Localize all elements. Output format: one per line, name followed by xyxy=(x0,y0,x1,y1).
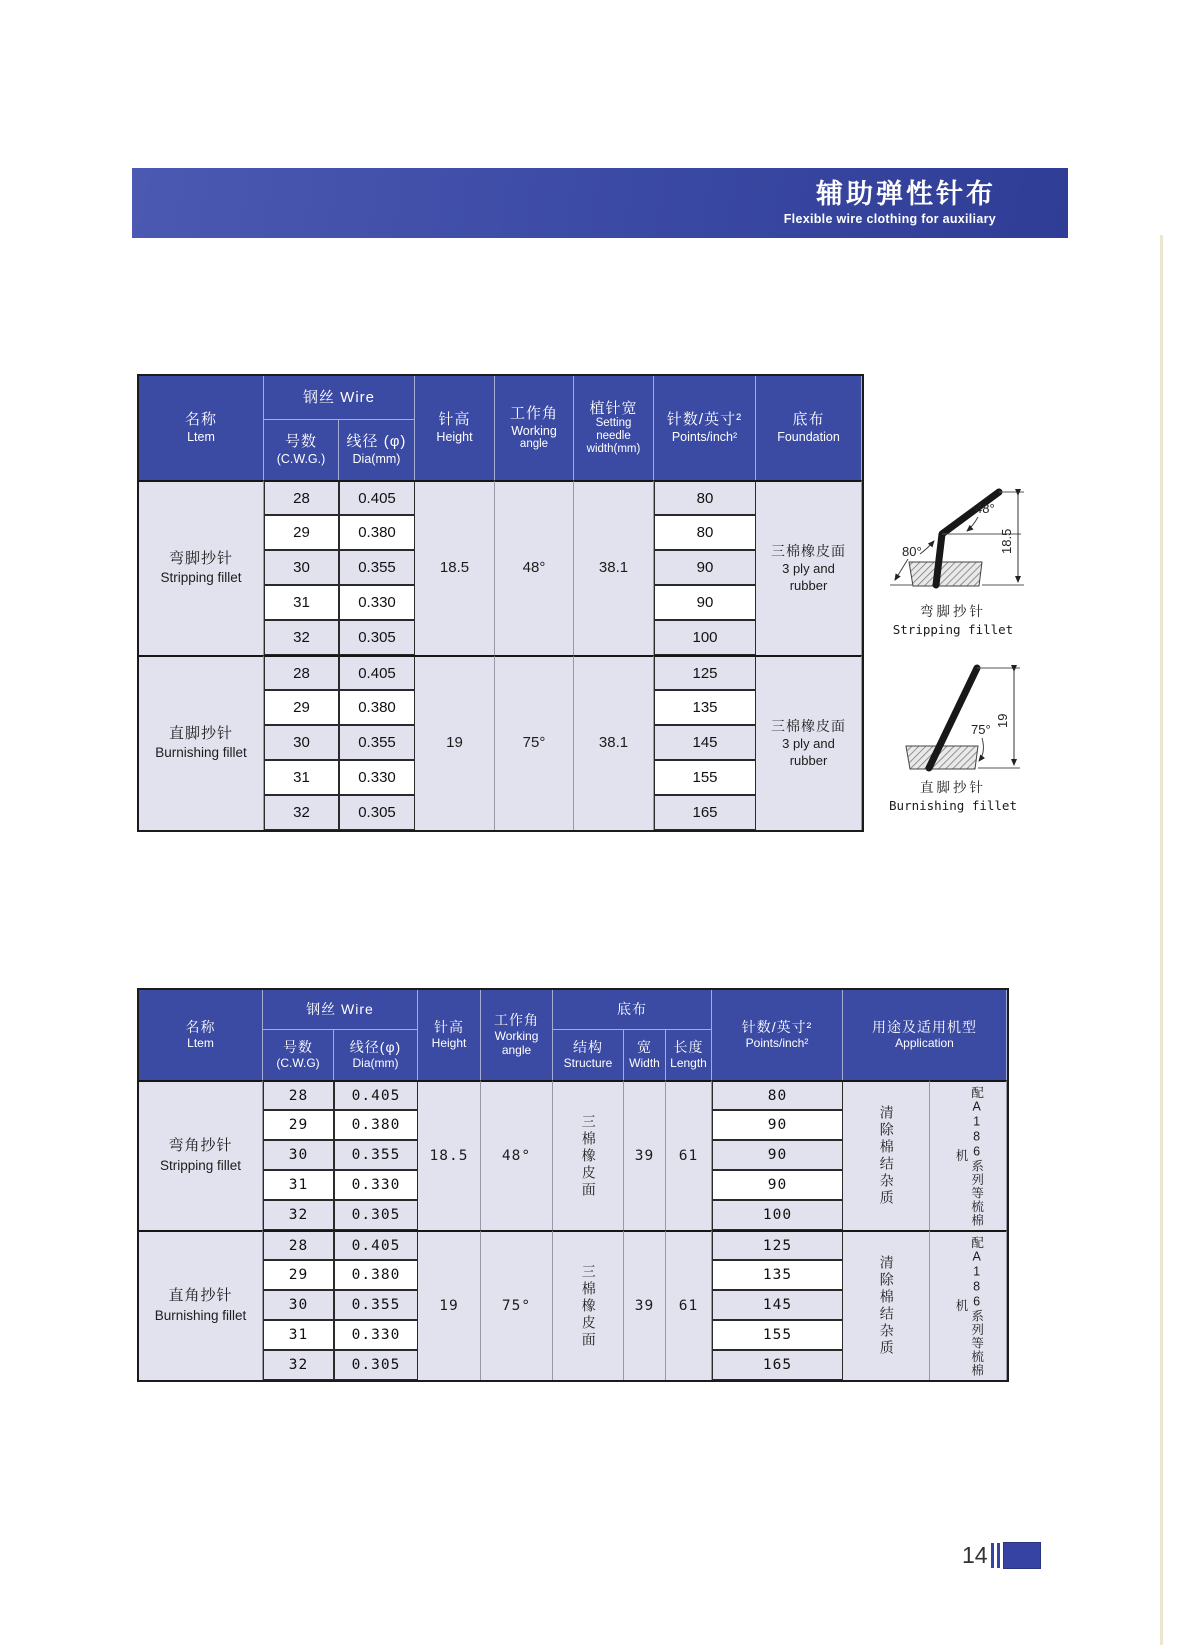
t1-h-height xyxy=(415,376,495,480)
t2-h-dia-zh: 线径(φ) xyxy=(349,1039,402,1056)
points-cell: 125 xyxy=(654,655,756,690)
dia-cell: 0.380 xyxy=(339,690,415,725)
dia-cell: 0.380 xyxy=(339,515,415,550)
wire-base-block xyxy=(906,746,978,769)
t2-g2-name xyxy=(139,1230,263,1380)
t2-g2-width: 39 xyxy=(624,1230,666,1380)
t2-h-cwg-en: (C.W.G) xyxy=(276,1056,320,1071)
diagram-a-caption-en: Stripping fillet xyxy=(892,622,1014,637)
points-cell: 80 xyxy=(712,1080,843,1110)
cwg-cell: 31 xyxy=(264,585,339,620)
t1-g2-angle: 75° xyxy=(495,655,574,830)
t2-h-width-zh: 宽 xyxy=(637,1039,652,1056)
diagram-b-caption-en: Burnishing fillet xyxy=(889,798,1017,813)
dia-cell: 0.405 xyxy=(339,655,415,690)
t2-h-angle-en1: Working xyxy=(494,1029,539,1044)
cwg-cell: 32 xyxy=(263,1350,334,1380)
t2-h-dia xyxy=(334,1030,418,1080)
footer-bar-icon xyxy=(991,1543,994,1568)
cwg-cell: 28 xyxy=(264,480,339,515)
t2-h-wire xyxy=(263,990,418,1030)
cwg-cell: 28 xyxy=(263,1080,334,1110)
t1-h-points xyxy=(654,376,756,480)
points-cell: 90 xyxy=(712,1140,843,1170)
t1-h-wire-label: 钢丝 Wire xyxy=(303,388,375,406)
t1-g1-height: 18.5 xyxy=(415,480,495,655)
t1-h-dia-en: Dia(mm) xyxy=(352,452,401,467)
t1-h-cwg-en: (C.W.G.) xyxy=(276,452,326,467)
t1-g2-name xyxy=(139,655,264,830)
angle48-label: 48° xyxy=(975,501,995,516)
dia-cell: 0.380 xyxy=(334,1260,418,1290)
foundation-en1: 3 ply and xyxy=(782,561,835,576)
t2-h-length-zh: 长度 xyxy=(673,1039,704,1056)
t2-h-dia-en: Dia(mm) xyxy=(352,1056,399,1071)
t2-g1-name xyxy=(139,1080,263,1230)
t1-h-setting-en2: needle xyxy=(596,430,631,443)
t2-h-points-zh: 针数/英寸² xyxy=(741,1019,813,1036)
t1-h-setting-en1: Setting xyxy=(595,416,632,429)
t2-h-width-en: Width xyxy=(629,1056,660,1071)
section-banner xyxy=(132,168,1068,238)
angle80-label: 80° xyxy=(902,544,922,559)
height-label: 18.5 xyxy=(999,528,1014,554)
t2-g2-use xyxy=(843,1230,930,1380)
points-cell: 165 xyxy=(712,1350,843,1380)
page-footer xyxy=(962,1542,1041,1569)
cwg-cell: 31 xyxy=(263,1170,334,1200)
points-cell: 100 xyxy=(654,620,756,655)
dia-cell: 0.330 xyxy=(334,1320,418,1350)
points-cell: 80 xyxy=(654,480,756,515)
angle75-label: 75° xyxy=(971,722,991,737)
t2-g2-structure xyxy=(553,1230,624,1380)
dia-cell: 0.380 xyxy=(334,1110,418,1140)
dia-cell: 0.330 xyxy=(339,585,415,620)
t2-h-structure-zh: 结构 xyxy=(573,1039,603,1056)
t1-h-foundation xyxy=(756,376,862,480)
points-cell: 100 xyxy=(712,1200,843,1230)
t2-g1-name-zh: 弯角抄针 xyxy=(168,1137,233,1155)
points-cell: 135 xyxy=(654,690,756,725)
points-cell: 90 xyxy=(654,585,756,620)
dia-cell: 0.355 xyxy=(339,550,415,585)
spec-table-2 xyxy=(137,988,1009,1382)
foundation-zh: 三棉橡皮面 xyxy=(771,717,846,734)
t1-h-height-zh: 针高 xyxy=(438,411,471,429)
cwg-cell: 29 xyxy=(263,1260,334,1290)
t1-h-points-zh: 针数/英寸² xyxy=(666,411,743,429)
cwg-cell: 29 xyxy=(264,690,339,725)
diagram-b-caption-zh: 直脚抄针 xyxy=(920,780,986,795)
t2-g2-name-zh: 直角抄针 xyxy=(168,1287,233,1305)
t1-g2-name-en: Burnishing fillet xyxy=(155,745,247,761)
t1-h-dia-zh: 线径 (φ) xyxy=(346,433,407,451)
t1-h-setting-zh: 植针宽 xyxy=(589,399,638,417)
t1-h-foundation-zh: 底布 xyxy=(792,411,825,429)
page-edge-line xyxy=(1160,235,1163,1645)
t1-h-setting-en3: width(mm) xyxy=(586,443,641,456)
machine-vertical-text: 配A186系列等梳棉机 xyxy=(954,1085,984,1227)
stripping-fillet-diagram xyxy=(878,462,1030,602)
angle80-leader xyxy=(920,541,934,554)
t2-g1-angle: 48° xyxy=(481,1080,553,1230)
height-label: 19 xyxy=(995,713,1010,728)
t2-h-app-en: Application xyxy=(895,1036,954,1051)
t2-g1-height: 18.5 xyxy=(418,1080,481,1230)
t2-h-app-zh: 用途及适用机型 xyxy=(872,1019,977,1036)
dia-cell: 0.355 xyxy=(334,1290,418,1320)
t2-h-angle-en2: angle xyxy=(501,1043,532,1058)
points-cell: 155 xyxy=(654,760,756,795)
t1-h-angle-en1: Working xyxy=(511,423,557,438)
points-cell: 135 xyxy=(712,1260,843,1290)
diagram-a-caption-zh: 弯脚抄针 xyxy=(920,604,986,619)
cwg-cell: 32 xyxy=(264,620,339,655)
t2-g1-width: 39 xyxy=(624,1080,666,1230)
t1-h-angle-zh: 工作角 xyxy=(509,404,558,422)
footer-block-icon xyxy=(1003,1542,1041,1569)
t2-g2-machine xyxy=(930,1230,1007,1380)
cwg-cell: 28 xyxy=(263,1230,334,1260)
dia-cell: 0.305 xyxy=(334,1200,418,1230)
dia-cell: 0.355 xyxy=(334,1140,418,1170)
t1-h-height-en: Height xyxy=(436,430,473,445)
cwg-cell: 29 xyxy=(263,1110,334,1140)
t2-g1-machine xyxy=(930,1080,1007,1230)
points-cell: 80 xyxy=(654,515,756,550)
t2-g2-height: 19 xyxy=(418,1230,481,1380)
t2-h-angle-zh: 工作角 xyxy=(494,1012,539,1029)
t2-h-length-en: Length xyxy=(670,1056,707,1071)
dia-cell: 0.405 xyxy=(339,480,415,515)
foundation-en1: 3 ply and xyxy=(782,736,835,751)
use-vertical-text: 清除棉结杂质 xyxy=(878,1255,895,1357)
t2-h-angle xyxy=(481,990,553,1080)
points-cell: 145 xyxy=(712,1290,843,1320)
points-cell: 145 xyxy=(654,725,756,760)
cwg-cell: 30 xyxy=(263,1140,334,1170)
t1-h-foundation-en: Foundation xyxy=(777,430,840,445)
points-cell: 125 xyxy=(712,1230,843,1260)
footer-bar-icon xyxy=(997,1543,1000,1568)
t1-g2-setting: 38.1 xyxy=(574,655,654,830)
t2-h-name xyxy=(139,990,263,1080)
t2-h-height-zh: 针高 xyxy=(434,1019,464,1036)
cwg-cell: 31 xyxy=(263,1320,334,1350)
base-angle-ray xyxy=(895,559,908,580)
t1-g2-name-zh: 直脚抄针 xyxy=(168,724,233,742)
t1-h-points-en: Points/inch² xyxy=(671,430,738,445)
cwg-cell: 32 xyxy=(263,1200,334,1230)
t1-h-cwg-zh: 号数 xyxy=(284,433,317,451)
points-cell: 155 xyxy=(712,1320,843,1350)
dia-cell: 0.305 xyxy=(339,795,415,830)
t1-h-angle-en2: angle xyxy=(519,438,549,451)
t2-h-points-en: Points/inch² xyxy=(745,1036,809,1051)
page-number: 14 xyxy=(962,1542,988,1568)
t2-g1-name-en: Stripping fillet xyxy=(159,1157,242,1173)
t2-g1-length: 61 xyxy=(666,1080,712,1230)
t1-g1-name xyxy=(139,480,264,655)
structure-vertical-text: 三棉橡皮面 xyxy=(580,1263,597,1349)
t1-g1-name-en: Stripping fillet xyxy=(160,570,242,586)
banner-subtitle-en: Flexible wire clothing for auxiliary xyxy=(783,211,996,226)
use-vertical-text: 清除棉结杂质 xyxy=(878,1105,895,1207)
t2-g1-structure xyxy=(553,1080,624,1230)
t1-g1-angle: 48° xyxy=(495,480,574,655)
points-cell: 165 xyxy=(654,795,756,830)
t1-h-name-en: Ltem xyxy=(187,430,215,445)
cwg-cell: 30 xyxy=(263,1290,334,1320)
t1-h-angle xyxy=(495,376,574,480)
dia-cell: 0.330 xyxy=(334,1170,418,1200)
t2-h-length xyxy=(666,1030,712,1080)
t2-h-structure-en: Structure xyxy=(563,1056,613,1071)
dia-cell: 0.405 xyxy=(334,1230,418,1260)
t1-g1-setting: 38.1 xyxy=(574,480,654,655)
t2-h-structure xyxy=(553,1030,624,1080)
t1-g1-foundation xyxy=(756,480,862,655)
cwg-cell: 30 xyxy=(264,550,339,585)
machine-vertical-text: 配A186系列等梳棉机 xyxy=(954,1235,984,1377)
t1-h-name xyxy=(139,376,264,480)
t2-g1-use xyxy=(843,1080,930,1230)
dia-cell: 0.330 xyxy=(339,760,415,795)
points-cell: 90 xyxy=(712,1170,843,1200)
t1-h-name-zh: 名称 xyxy=(184,411,217,429)
t2-h-cwg xyxy=(263,1030,334,1080)
t2-g2-length: 61 xyxy=(666,1230,712,1380)
dia-cell: 0.305 xyxy=(334,1350,418,1380)
spec-table-1 xyxy=(137,374,864,832)
t2-h-width xyxy=(624,1030,666,1080)
foundation-zh: 三棉橡皮面 xyxy=(771,542,846,559)
burnishing-fillet-diagram xyxy=(878,652,1030,774)
angle48-leader xyxy=(967,517,978,531)
dia-cell: 0.355 xyxy=(339,725,415,760)
foundation-en2: rubber xyxy=(789,578,828,594)
t1-g2-foundation xyxy=(756,655,862,830)
t2-h-foundation xyxy=(553,990,712,1030)
t2-h-height-en: Height xyxy=(431,1036,467,1051)
banner-title-zh: 辅助弹性针布 xyxy=(816,179,996,210)
dia-cell: 0.305 xyxy=(339,620,415,655)
t2-h-height xyxy=(418,990,481,1080)
diagram-a-caption xyxy=(868,600,1038,637)
t2-h-application xyxy=(843,990,1007,1080)
t1-h-dia xyxy=(339,420,415,480)
t2-h-name-zh: 名称 xyxy=(185,1019,216,1036)
t2-h-wire-label: 钢丝 Wire xyxy=(306,1001,374,1018)
dia-cell: 0.405 xyxy=(334,1080,418,1110)
t1-g1-name-zh: 弯脚抄针 xyxy=(168,549,233,567)
structure-vertical-text: 三棉橡皮面 xyxy=(580,1113,597,1199)
points-cell: 90 xyxy=(712,1110,843,1140)
angle75-leader xyxy=(979,738,983,761)
cwg-cell: 28 xyxy=(264,655,339,690)
points-cell: 90 xyxy=(654,550,756,585)
t1-g2-height: 19 xyxy=(415,655,495,830)
cwg-cell: 32 xyxy=(264,795,339,830)
cwg-cell: 29 xyxy=(264,515,339,550)
foundation-en2: rubber xyxy=(789,753,828,769)
t2-h-name-en: Ltem xyxy=(187,1036,214,1051)
t2-h-points xyxy=(712,990,843,1080)
diagram-b-caption xyxy=(868,776,1038,813)
cwg-cell: 31 xyxy=(264,760,339,795)
t2-g2-name-en: Burnishing fillet xyxy=(154,1307,247,1323)
t2-g2-angle: 75° xyxy=(481,1230,553,1380)
t2-h-foundation-zh: 底布 xyxy=(617,1001,647,1018)
t1-h-cwg xyxy=(264,420,339,480)
cwg-cell: 30 xyxy=(264,725,339,760)
t1-h-setting xyxy=(574,376,654,480)
t2-h-cwg-zh: 号数 xyxy=(283,1039,313,1056)
wire-base-block xyxy=(909,562,982,586)
t1-h-wire xyxy=(264,376,415,420)
